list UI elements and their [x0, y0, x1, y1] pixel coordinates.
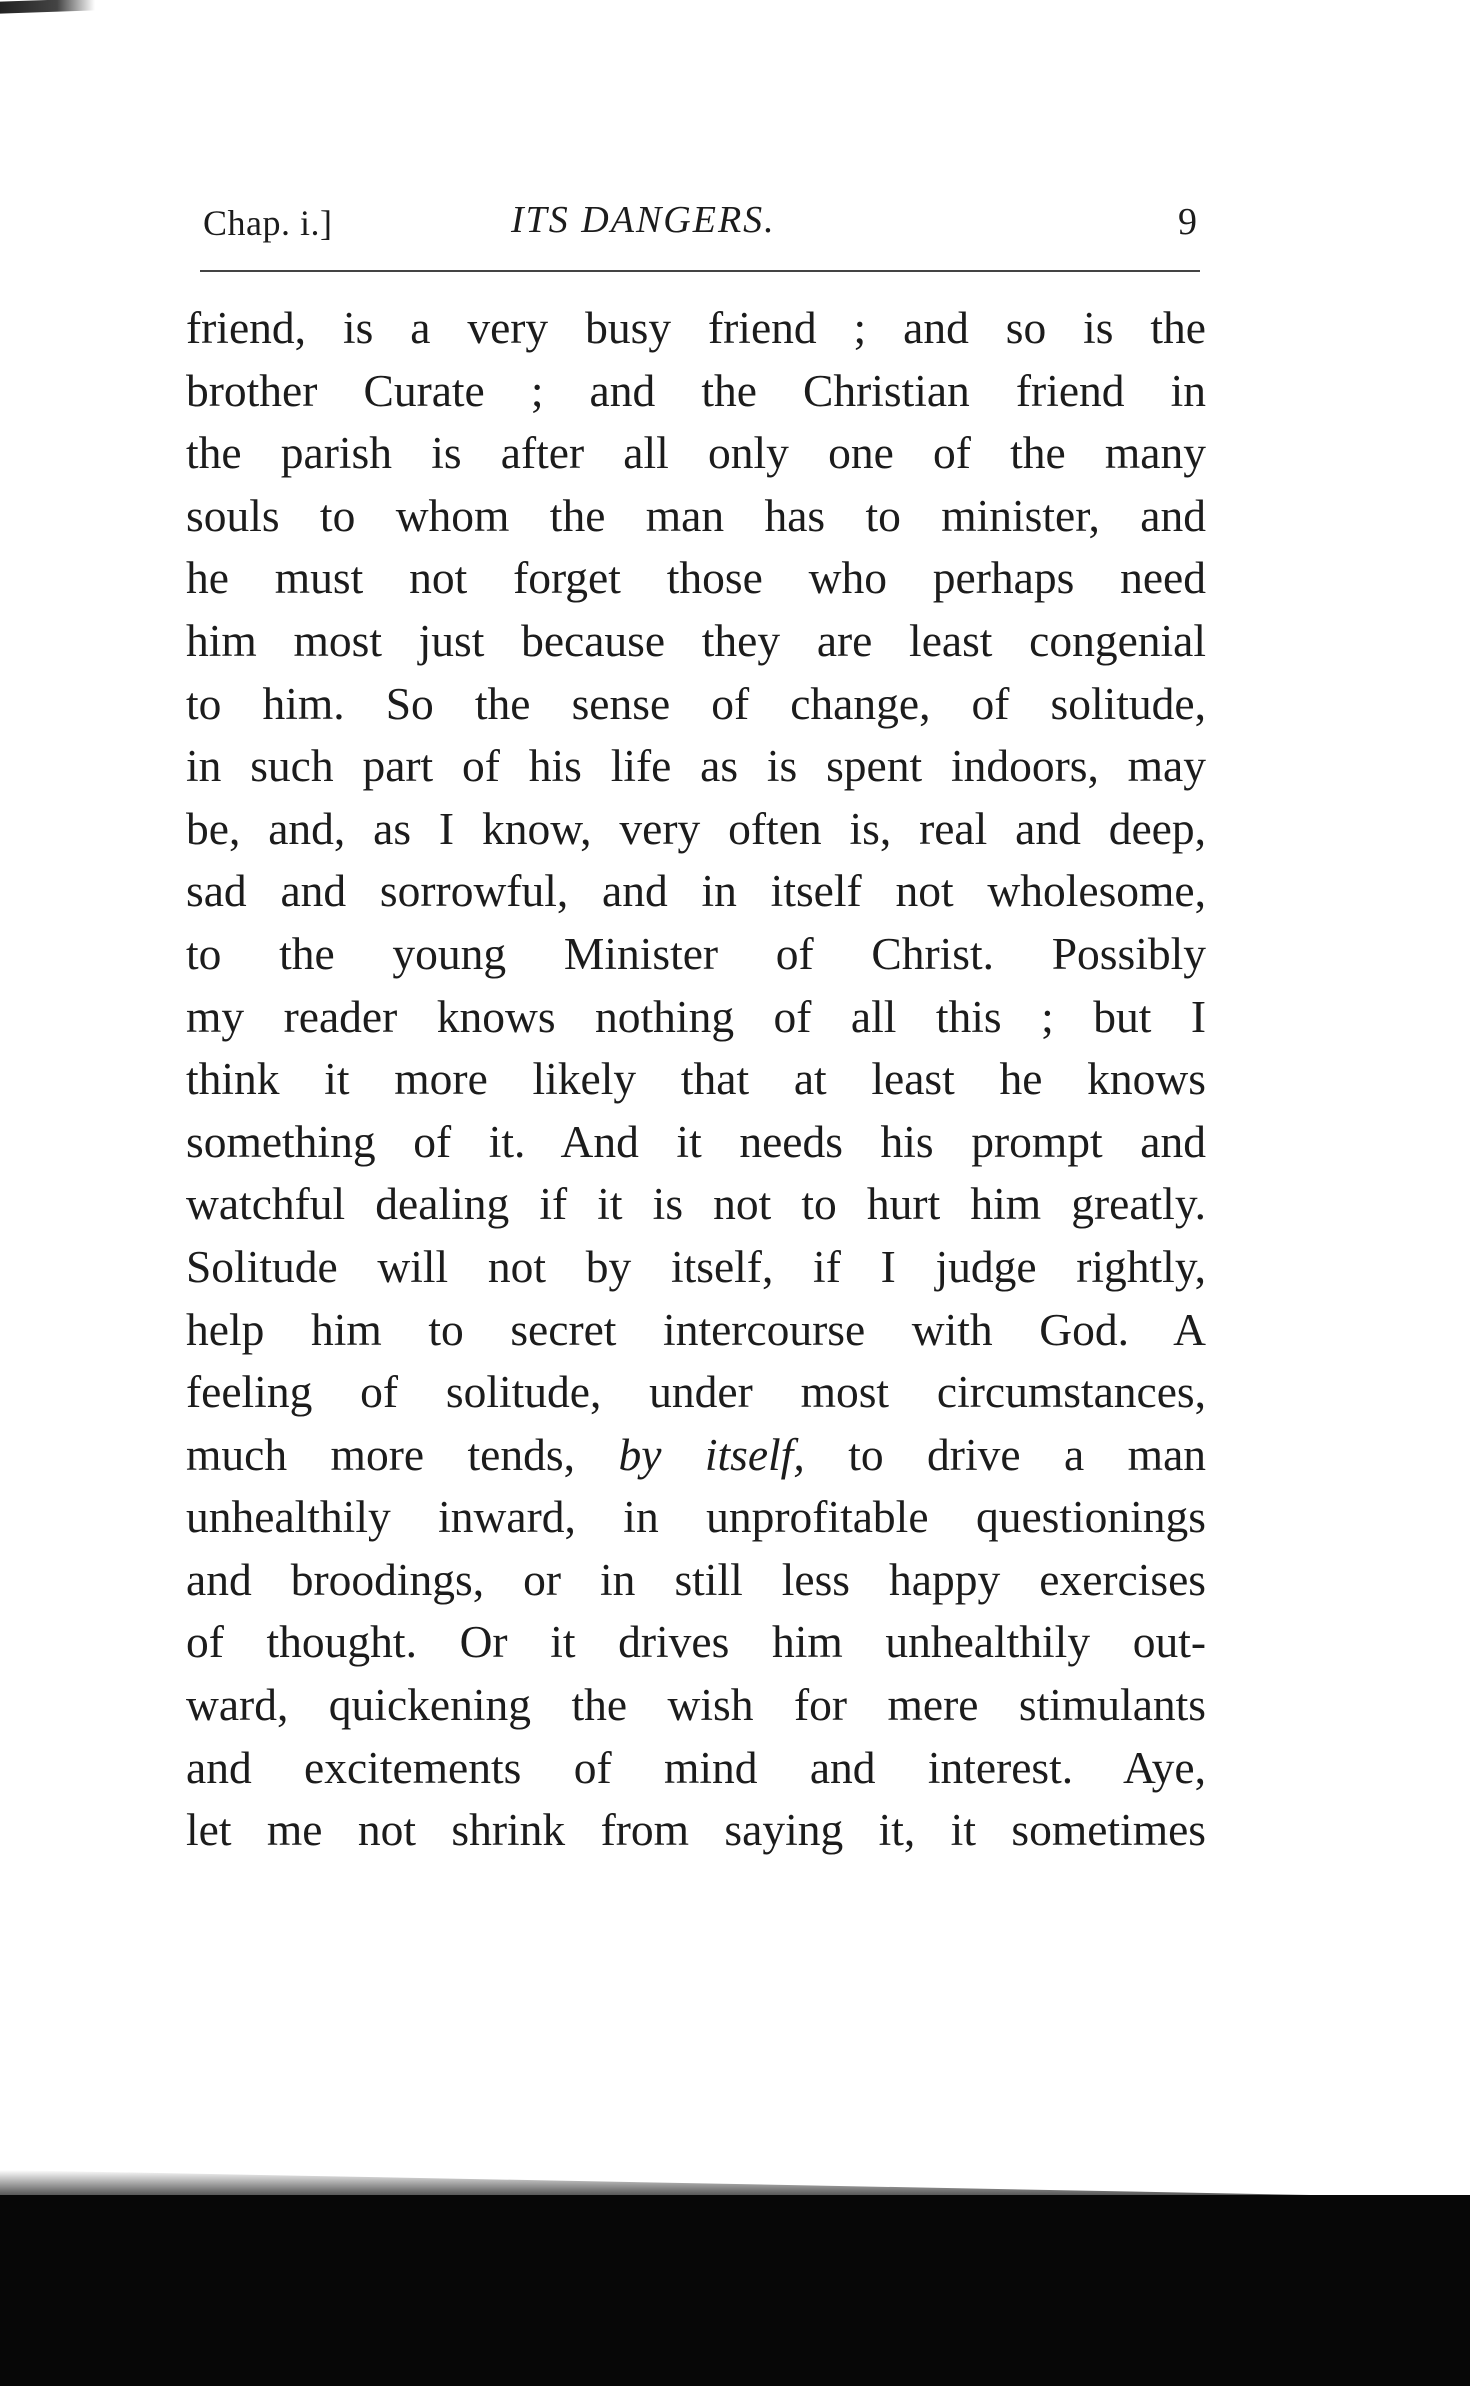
text-line: feeling of solitude, under most circumstances, — [186, 1366, 1206, 1418]
text-line-with-italic — [186, 1424, 1206, 1487]
text-line: of thought. Or it drives him unhealthily out- — [186, 1616, 1206, 1668]
text-line: and excitements of mind and interest. Aye, — [186, 1741, 1206, 1793]
text-line: ward, quickening the wish for mere stimulants — [186, 1679, 1206, 1731]
chapter-marker: Chap. i.] — [203, 203, 333, 243]
text-line: souls to whom the man has to minister, and — [186, 489, 1206, 541]
text-line: let me not shrink from saying it, it sometimes — [186, 1804, 1206, 1856]
text-line: something of it. And it needs his prompt and — [186, 1115, 1206, 1167]
text-segment: much more tends, — [186, 1428, 575, 1480]
text-line: him most just because they are least congenial — [186, 614, 1206, 666]
text-line: the parish is after all only one of the many — [186, 427, 1206, 479]
text-line: Solitude will not by itself, if I judge rightly, — [186, 1240, 1206, 1292]
scan-shadow — [0, 2195, 1470, 2386]
text-line: and broodings, or in still less happy exercises — [186, 1553, 1206, 1605]
running-head — [186, 190, 1206, 260]
book-page — [186, 190, 1207, 1856]
text-line: to him. So the sense of change, of solitude, — [186, 677, 1206, 729]
text-line: be, and, as I know, very often is, real and deep, — [186, 802, 1206, 854]
header-rule — [200, 270, 1200, 272]
page-number: 9 — [1178, 201, 1197, 243]
text-line: watchful dealing if it is not to hurt him greatly. — [186, 1178, 1206, 1230]
text-line: my reader knows nothing of all this ; but I — [186, 990, 1206, 1042]
text-line: brother Curate ; and the Christian friend in — [186, 364, 1206, 416]
text-line: he must not forget those who perhaps need — [186, 552, 1206, 604]
running-title: ITS DANGERS. — [511, 199, 776, 241]
text-segment: to drive a man — [848, 1428, 1207, 1480]
italic-emphasis: by itself, — [618, 1428, 805, 1480]
text-line: friend, is a very busy friend ; and so is the — [186, 302, 1206, 353]
text-line: in such part of his life as is spent indoors, may — [186, 740, 1206, 792]
text-line: think it more likely that at least he knows — [186, 1053, 1206, 1105]
scan-artifact — [0, 0, 95, 14]
body-text — [186, 297, 1206, 1862]
text-line: to the young Minister of Christ. Possibly — [186, 927, 1206, 979]
text-line: sad and sorrowful, and in itself not wholesome, — [186, 865, 1206, 917]
text-line: help him to secret intercourse with God. A — [186, 1303, 1206, 1355]
text-line: unhealthily inward, in unprofitable questionings — [186, 1491, 1206, 1543]
